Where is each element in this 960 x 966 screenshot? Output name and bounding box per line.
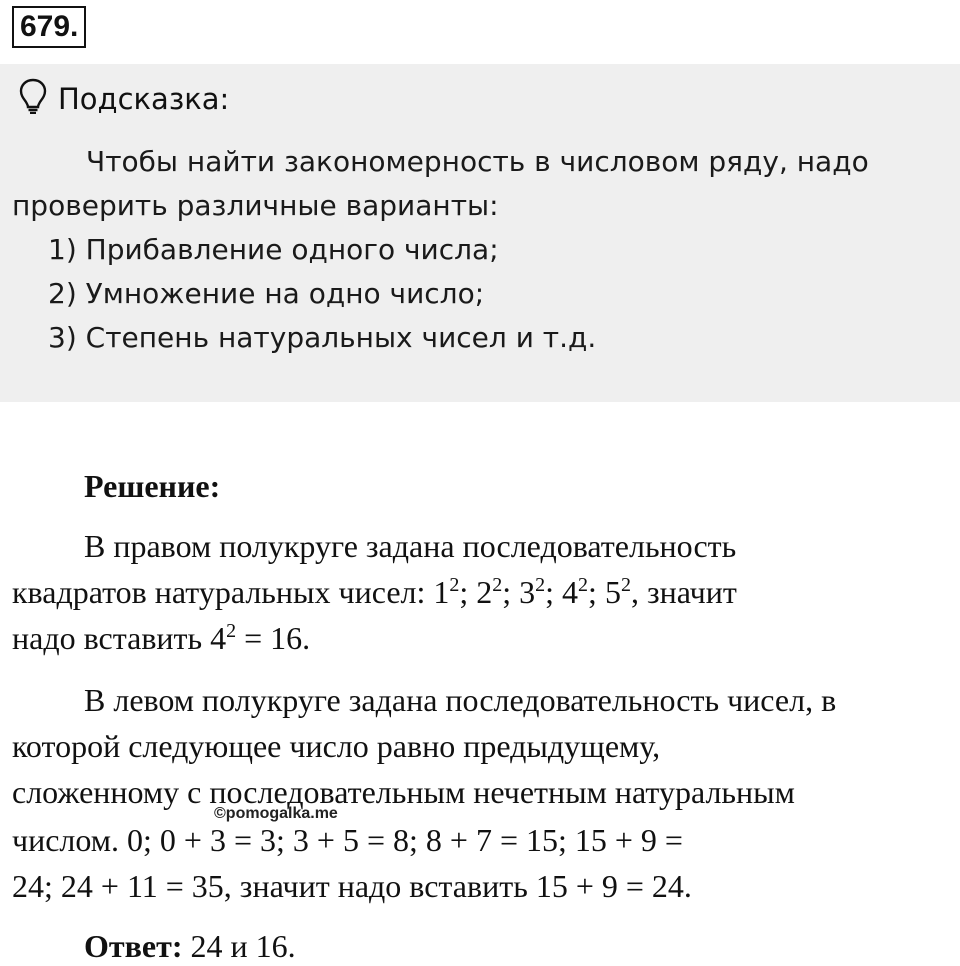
sq-base-3: 3 — [519, 574, 536, 610]
sq-exp-5: 2 — [620, 574, 631, 596]
solution-p1-line-2 — [12, 572, 737, 612]
insert-intro: надо вставить — [12, 620, 211, 656]
sq-sep-4: ; — [588, 574, 605, 610]
solution-p2-line-4: числом. 0; 0 + 3 = 3; 3 + 5 = 8; 8 + 7 = 15; 15 + 9 = — [12, 822, 683, 858]
hint-line-1: Чтобы найти закономерность в числовом ряду, надо — [86, 145, 869, 178]
hint-list-item-2: 2) Умножение на одно число; — [48, 277, 485, 310]
sq-base-1: 1 — [433, 574, 450, 610]
answer-value: 24 и 16. — [182, 928, 296, 964]
squares-intro: квадратов натуральных чисел: — [12, 574, 434, 610]
hint-title: Подсказка: — [58, 81, 230, 116]
insert-base: 4 — [210, 620, 227, 656]
sq-base-5: 5 — [604, 574, 621, 610]
lightbulb-icon — [18, 78, 48, 119]
squares-end: , значит — [630, 574, 737, 610]
solution-p2-line-2: которой следующее число равно предыдущему, — [12, 728, 661, 764]
solution-p2-line-1: В левом полукруге задана последовательность чисел, в — [84, 682, 837, 718]
solution-p2-line-3: сложенному с последовательным нечетным натуральным — [12, 774, 795, 810]
answer — [84, 926, 296, 966]
sq-exp-2: 2 — [492, 574, 503, 596]
sq-exp-1: 2 — [449, 574, 460, 596]
sq-base-2: 2 — [476, 574, 493, 610]
solution-p1-line-3 — [12, 618, 310, 658]
solution-heading: Решение: — [84, 468, 221, 504]
sq-sep-1: ; — [459, 574, 477, 610]
sq-sep-2: ; — [502, 574, 520, 610]
insert-exp: 2 — [226, 620, 237, 642]
sq-exp-4: 2 — [578, 574, 589, 596]
solution-p2-line-5: 24; 24 + 11 = 35, значит надо вставить 15 + 9 = 24. — [12, 868, 692, 904]
answer-label: Ответ: — [84, 928, 183, 964]
task-number: 679. — [12, 6, 86, 48]
sq-base-4: 4 — [562, 574, 579, 610]
watermark: ©pomogalka.me — [214, 805, 338, 822]
hint-box — [0, 64, 960, 402]
insert-eq: = 16. — [236, 620, 311, 656]
solution-p1-line-1: В правом полукруге задана последовательность — [84, 528, 737, 564]
hint-list-item-3: 3) Степень натуральных чисел и т.д. — [48, 321, 597, 354]
hint-line-2: проверить различные варианты: — [12, 189, 499, 222]
hint-header — [18, 78, 229, 119]
sq-sep-3: ; — [545, 574, 563, 610]
hint-list-item-1: 1) Прибавление одного числа; — [48, 233, 499, 266]
sq-exp-3: 2 — [535, 574, 546, 596]
